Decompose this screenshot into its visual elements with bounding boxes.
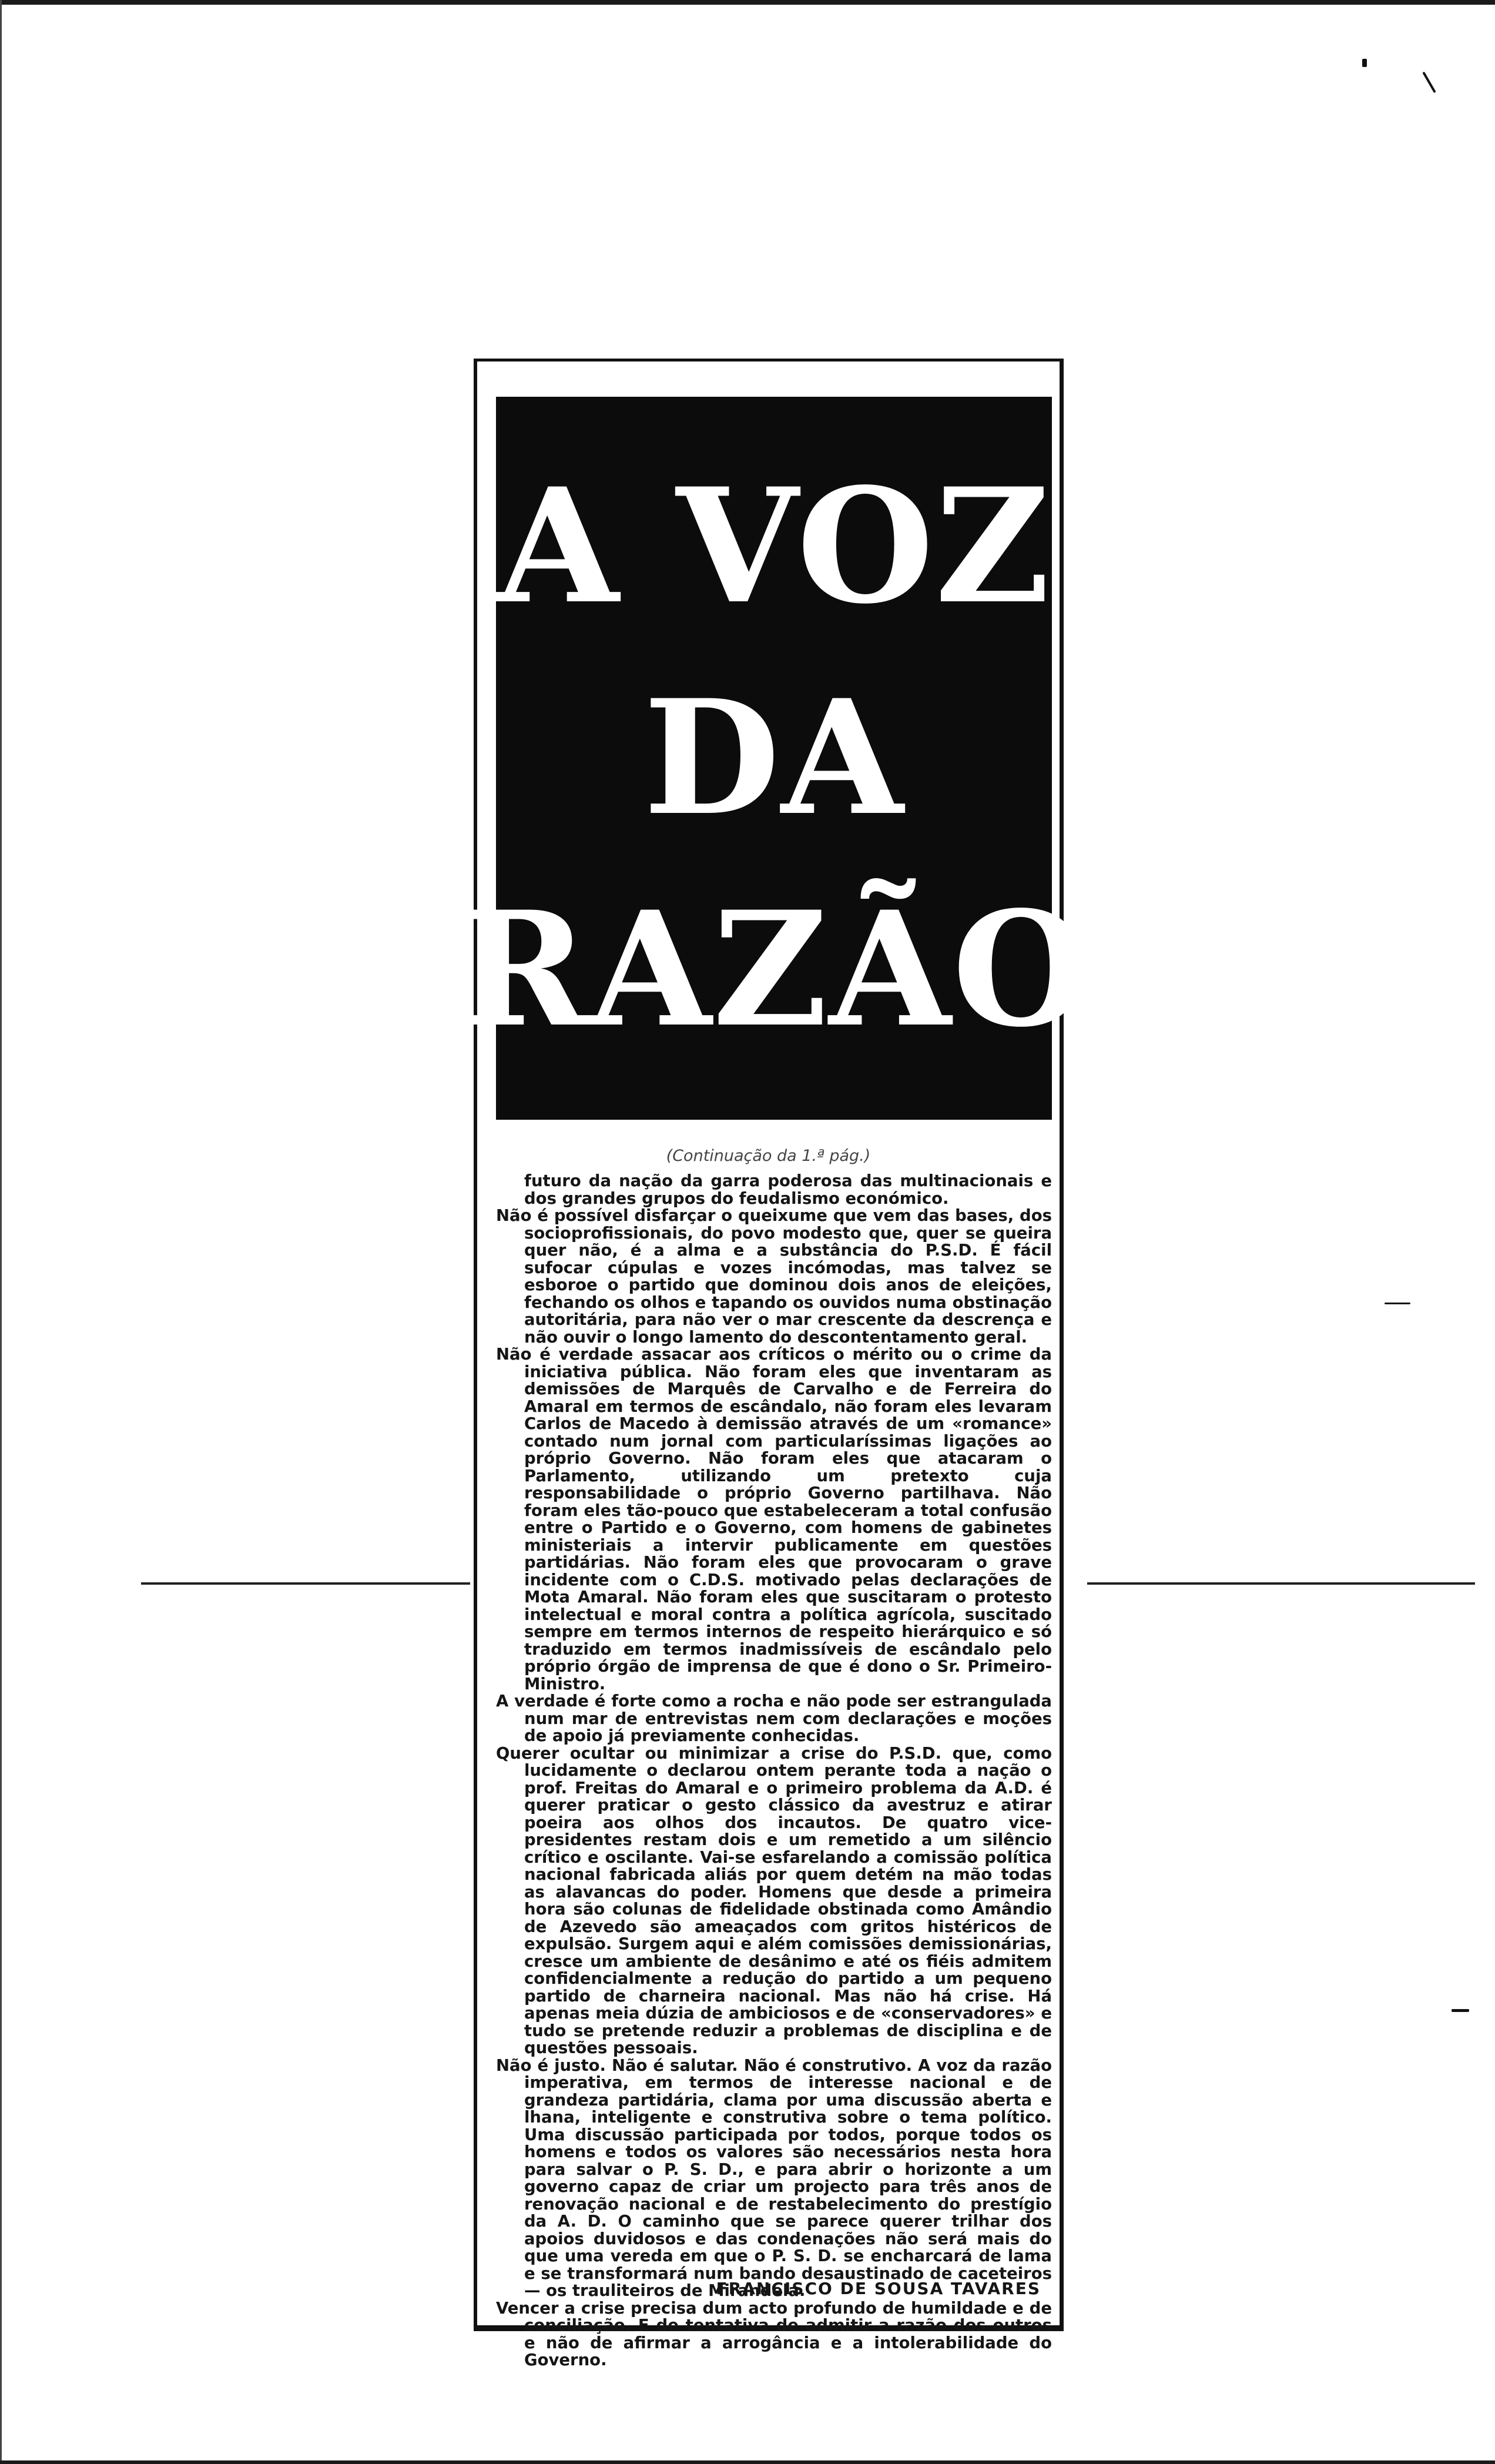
article-body	[496, 1173, 1052, 2369]
headline-line-2: DA	[643, 665, 905, 851]
article-paragraph: Vencer a crise precisa dum acto profundo de humildade e de conciliação. E de tentativa de admitir a razão dos outros e não de afirmar a arrogância e a intolerabilidade do Governo.	[496, 2298, 1052, 2369]
page-left-border	[0, 0, 2, 2464]
masthead-block	[457, 397, 1091, 1120]
article-paragraph: A verdade é forte como a rocha e não pode ser estrangulada num mar de entrevistas nem com declarações e moções de apoio já previamente conhecidas.	[496, 1692, 1052, 1745]
article-paragraph: Não é justo. Não é salutar. Não é construtivo. A voz da razão imperativa, em termos de interesse nacional e de grandeza partidária, clama por uma discussão aberta e lhana, inteligente e construtiva sobre o tema político. Uma discussão participada por todos, porque todos os homens e todos os valores são necessários nesta hora para salvar o P. S. D., e para abrir o horizonte a um governo capaz de criar um projecto para três anos de renovação nacional e de restabelecimento do prestígio da A. D. O caminho que se parece querer trilhar dos apoios duvidosos e das condenações não será mais do que uma vereda em que o P. S. D. se encharcará de lama e se transformará num bando desaustinado de caceteiros — os trauliteiros de Mirandela.	[496, 2055, 1052, 2300]
page-top-border	[0, 0, 1495, 5]
article-paragraph: Não é verdade assacar aos críticos o mérito ou o crime da iniciativa pública. Não foram eles que inventaram as demissões de Marquês de Carvalho e de Ferreira do Amaral em termos de escândalo, não foram eles levaram Carlos de Macedo à demissão através de um «romance» contado num jornal com particularíssimas ligações ao próprio Governo. Não foram eles que atacaram o Parlamento, utilizando um pretexto cuja responsabilidade o próprio Governo partilhava. Não foram eles tão-pouco que estabeleceram a total confusão entre o Partido e o Governo, com homens de gabinetes ministeriais a intervir publicamente em questões partidárias. Não foram eles que provocaram o grave incidente com o C.D.S. motivado pelas declarações de Mota Amaral. Não foram eles que suscitaram o protesto intelectual e moral contra a política agrícola, suscitado sempre em termos internos de respeito hierárquico e só traduzido em termos inadmissíveis de escândalo pelo próprio órgão de imprensa de que é dono o Sr. Primeiro-Ministro.	[496, 1345, 1052, 1693]
newspaper-clipping	[457, 359, 1091, 2369]
continuation-note: (Continuação da 1.ª pág.)	[666, 1147, 871, 1165]
fold-line-left	[141, 1582, 470, 1585]
fold-line-right	[1087, 1582, 1475, 1585]
page-bottom-border	[0, 2460, 1495, 2464]
scan-speck	[1452, 2009, 1469, 2012]
article-paragraph: futuro da nação da garra poderosa das multinacionais e dos grandes grupos do feudalismo económico.	[524, 1171, 1052, 1208]
article-paragraph: Não é possível disfarçar o queixume que vem das bases, dos socioprofissionais, do povo modesto que, quer se queira quer não, é a alma e a substância do P.S.D. É fácil sufocar cúpulas e vozes incómodas, mas talvez se esboroe o partido que dominou dois anos de eleições, fechando os olhos e tapando os ouvidos numa obstinação autoritária, para não ver o mar crescente da descrença e não ouvir o longo lamento do descontentamento geral.	[496, 1206, 1052, 1347]
scan-speck	[1362, 59, 1367, 67]
headline-line-3: RAZÃO	[457, 877, 1091, 1062]
scan-speck	[1422, 72, 1436, 93]
scan-speck	[1385, 1303, 1410, 1304]
author-byline: FRANCISCO DE SOUSA TAVARES	[716, 2279, 1041, 2298]
article-paragraph: Querer ocultar ou minimizar a crise do P.S.D. que, como lucidamente o declarou ontem perante toda a nação o prof. Freitas do Amaral e o primeiro problema da A.D. é querer praticar o gesto clássico da avestruz e atirar poeira aos olhos dos incautos. De quatro vice-presidentes restam dois e um remetido a um silêncio crítico e oscilante. Vai-se esfarelando a comissão política nacional fabricada aliás por quem detém na mão todas as alavancas do poder. Homens que desde a primeira hora são colunas de fidelidade obstinada como Amândio de Azevedo são ameaçados com gritos histéricos de expulsão. Surgem aqui e além comissões demissionárias, cresce um ambiente de desânimo e até os fiéis admitem confidencialmente a redução do partido a um pequeno partido de charneira nacional. Mas não há crise. Há apenas meia dúzia de ambiciosos e de «conservadores» e tudo se pretende reduzir a problemas de disciplina e de questões pessoais.	[496, 1743, 1052, 2057]
headline-line-1: A VOZ	[497, 454, 1051, 639]
